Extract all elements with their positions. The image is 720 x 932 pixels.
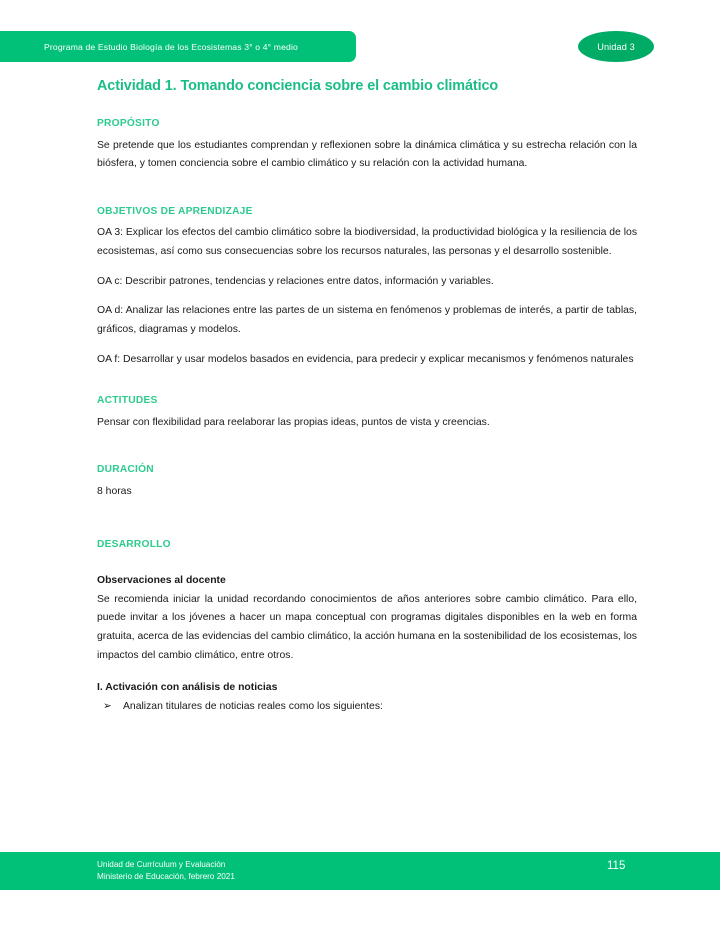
section-body-duracion: 8 horas [97, 485, 132, 497]
header-banner-text: Programa de Estudio Biología de los Ecosistemas 3° o 4° medio [44, 41, 298, 52]
objetivo-item-oa3: OA 3: Explicar los efectos del cambio climático sobre la biodiversidad, la productividad biológica y la resiliencia de los ecosistemas, así como sus consecuencias sobre los recursos naturales, las personas y el desarrollo sostenible. [97, 227, 638, 257]
section-heading-proposito: PROPÓSITO [97, 118, 160, 130]
section-proposito [97, 117, 637, 174]
subheading-observaciones: Observaciones al docente [97, 574, 226, 586]
section-heading-desarrollo: DESARROLLO [97, 539, 171, 551]
section-objetivos [97, 205, 637, 369]
section-heading-duracion: DURACIÓN [97, 464, 154, 476]
list-item-label: Analizan titulares de noticias reales como los siguientes: [123, 701, 383, 713]
document-content [97, 78, 637, 717]
section-desarrollo [97, 538, 637, 717]
objetivo-item-oac: OA c: Describir patrones, tendencias y relaciones entre datos, información y variables. [97, 275, 494, 287]
section-heading-actitudes: ACTITUDES [97, 395, 158, 407]
spacer [97, 558, 637, 572]
subheading-activacion: I. Activación con análisis de noticias [97, 682, 278, 694]
spacer [97, 518, 637, 538]
spacer [97, 386, 637, 394]
unit-badge-label: Unidad 3 [597, 41, 635, 52]
section-body-proposito: Se pretende que los estudiantes comprendan y reflexionen sobre la dinámica climática y su estrecha relación con la biósfera, y tomen conciencia sobre el cambio climático y su relación con la actividad humana. [97, 139, 637, 170]
spacer [97, 191, 637, 205]
unit-badge [578, 31, 654, 62]
spacer [97, 665, 637, 679]
footer-bar [0, 852, 720, 890]
arrow-bullet-icon: ➢ [103, 701, 112, 713]
footer-line-2: Ministerio de Educación, febrero 2021 [97, 872, 235, 881]
page-number: 115 [607, 860, 626, 872]
body-observaciones: Se recomienda iniciar la unidad recordando conocimientos de años anteriores sobre cambio climático. Para ello, puede invitar a los jóvenes a hacer un mapa conceptual con programas digitales disponibles en la web en forma gratuita, acerca de las evidencias del cambio climático, la acción humana en la sostenibilidad de los ecosistemas, los impactos del cambio climático, entre otros. [97, 593, 637, 661]
list-item [97, 698, 637, 717]
objetivo-item-oad: OA d: Analizar las relaciones entre las partes de un sistema en fenómenos y problemas de interés, a partir de tablas, gráficos, diagramas y modelos. [97, 305, 637, 335]
section-duracion [97, 463, 637, 501]
spacer [97, 449, 637, 463]
page-title: Actividad 1. Tomando conciencia sobre el cambio climático [97, 78, 499, 94]
objetivo-item-oaf: OA f: Desarrollar y usar modelos basados en evidencia, para predecir y explicar mecanismos y fenómenos naturales [97, 353, 634, 365]
section-heading-objetivos: OBJETIVOS DE APRENDIZAJE [97, 205, 253, 217]
footer-credits [97, 859, 235, 883]
footer-line-1: Unidad de Currículum y Evaluación [97, 860, 226, 869]
header-banner [0, 31, 356, 62]
section-body-actitudes: Pensar con flexibilidad para reelaborar las propias ideas, puntos de vista y creencias. [97, 416, 490, 428]
section-actitudes [97, 394, 637, 432]
